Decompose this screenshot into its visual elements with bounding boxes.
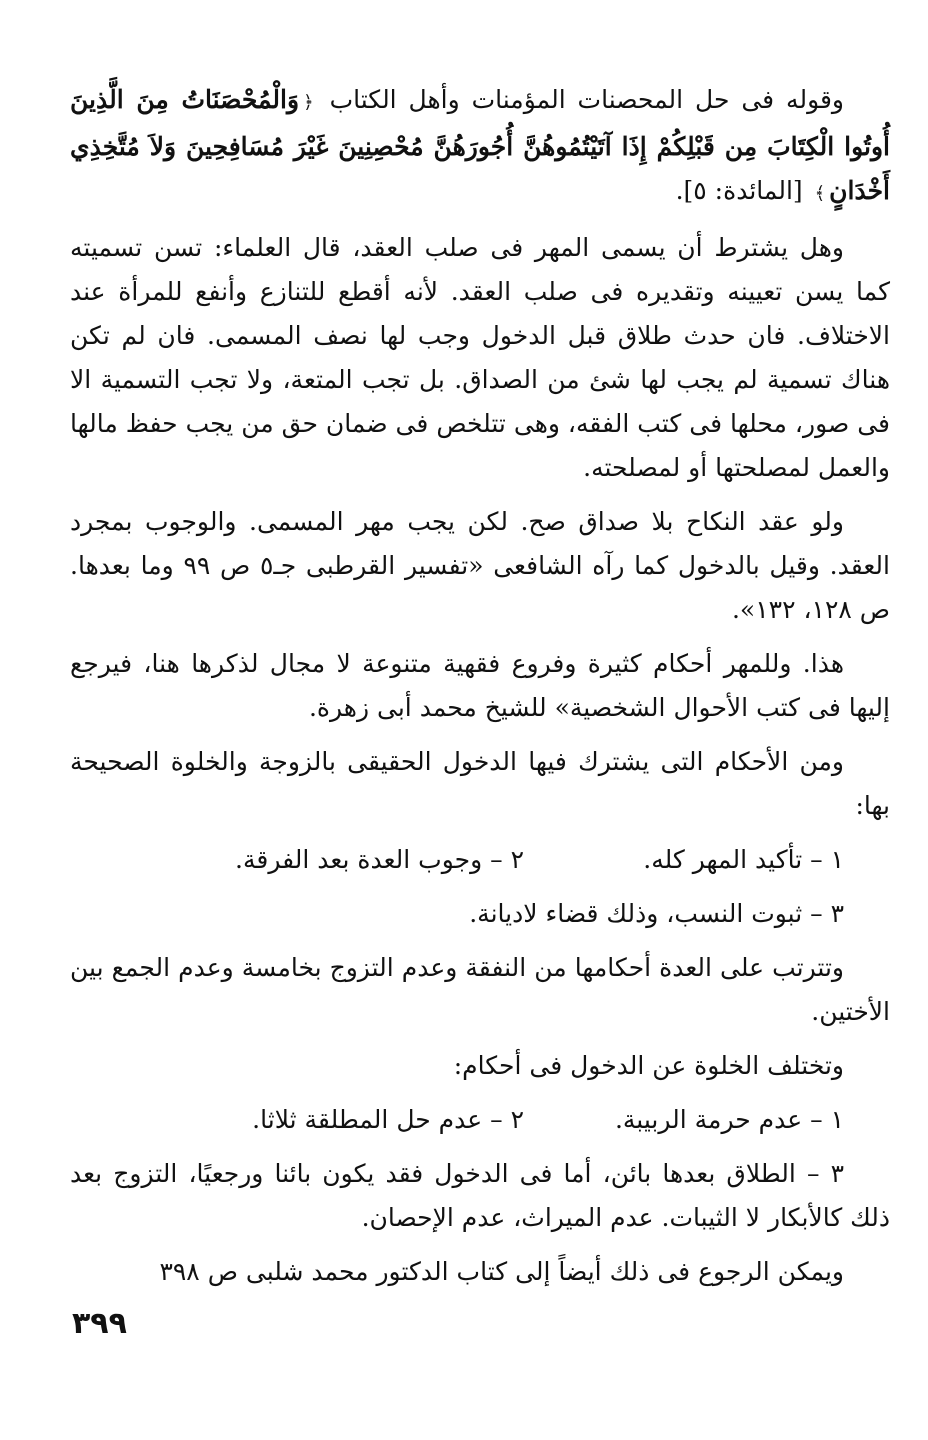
paragraph-iddah-rulings: وتترتب على العدة أحكامها من النفقة وعدم التزوج بخامسة وعدم الجمع بين الأختين.: [70, 953, 890, 1026]
list-row-2: [70, 892, 890, 936]
list-row-1: [70, 838, 890, 882]
ornate-bracket-close-icon: ﴾: [814, 183, 826, 204]
quran-verse-text: وَالْمُحْصَنَاتُ مِنَ الَّذِينَ أُوتُوا الْكِتَابَ مِن قَبْلِكُمْ إِذَا آتَيْتُمُوهُنَّ أُجُورَهُنَّ مُحْصِنِينَ غَيْرَ مُسَافِحِينَ وَلاَ مُتَّخِذِي أَخْدَانٍ: [70, 85, 890, 205]
list-item: ٣ – ثبوت النسب، وذلك قضاء لاديانة.: [469, 899, 844, 928]
paragraph-khalwa-differences: وتختلف الخلوة عن الدخول فى أحكام:: [453, 1051, 844, 1080]
paragraph-quran-verse: [70, 78, 890, 216]
paragraph-mahr-rulings: هذا. وللمهر أحكام كثيرة وفروع فقهية متنوعة لا مجال لذكرها هنا، فيرجع إليها فى كتب الأحوال الشخصية» للشيخ محمد أبى زهرة.: [70, 649, 890, 722]
ornate-bracket-open-icon: ﴿: [303, 92, 314, 113]
page-number: ٣٩٩: [72, 1306, 127, 1341]
list-item: ٢ – عدم حل المطلقة ثلاثا.: [252, 1105, 524, 1134]
paragraph-nikah-without-dowry: ولو عقد النكاح بلا صداق صح. لكن يجب مهر المسمى. والوجوب بمجرد العقد. وقيل بالدخول كما رآه الشافعى «تفسير القرطبى جـ٥ ص ٩٩ وما بعدها. ص ١٢٨، ١٣٢».: [70, 507, 890, 624]
list-row-3: [70, 1098, 890, 1142]
page-body: [70, 78, 890, 1304]
verse-citation: [المائدة: ٥].: [675, 176, 803, 205]
paragraph-talaq-after-khalwa: ٣ – الطلاق بعدها بائن، أما فى الدخول فقد يكون بائنا ورجعيًا، التزوج بعد ذلك كالأبكار لا الثيبات. عدم الميراث، عدم الإحصان.: [70, 1159, 890, 1232]
paragraph-reference: ويمكن الرجوع فى ذلك أيضاً إلى كتاب الدكتور محمد شلبى ص ٣٩٨: [159, 1257, 844, 1286]
list-item: ١ – عدم حرمة الربيبة.: [614, 1105, 844, 1134]
paragraph-mahr-naming: وهل يشترط أن يسمى المهر فى صلب العقد، قال العلماء: تسن تسميته كما يسن تعيينه وتقديره فى صلب العقد. لأنه أقطع للتنازع وأنفع للمرأة عند الاختلاف. فان حدث طلاق قبل الدخول وجب لها نصف المسمى. فان لم تكن هناك تسمية لم يجب لها شئ من الصداق. بل تجب المتعة، ولا تجب التسمية الا فى صور، محلها فى كتب الفقه، وهى تتلخص فى ضمان حق من يجب حفظ مالها والعمل لمصلحتها أو لمصلحته.: [70, 233, 891, 482]
list-item: ٢ – وجوب العدة بعد الفرقة.: [235, 845, 524, 874]
list-item: ١ – تأكيد المهر كله.: [643, 845, 844, 874]
paragraph-intro-text: وقوله فى حل المحصنات المؤمنات وأهل الكتاب: [329, 85, 845, 114]
paragraph-shared-rulings: ومن الأحكام التى يشترك فيها الدخول الحقيقى بالزوجة والخلوة الصحيحة بها:: [70, 747, 890, 820]
